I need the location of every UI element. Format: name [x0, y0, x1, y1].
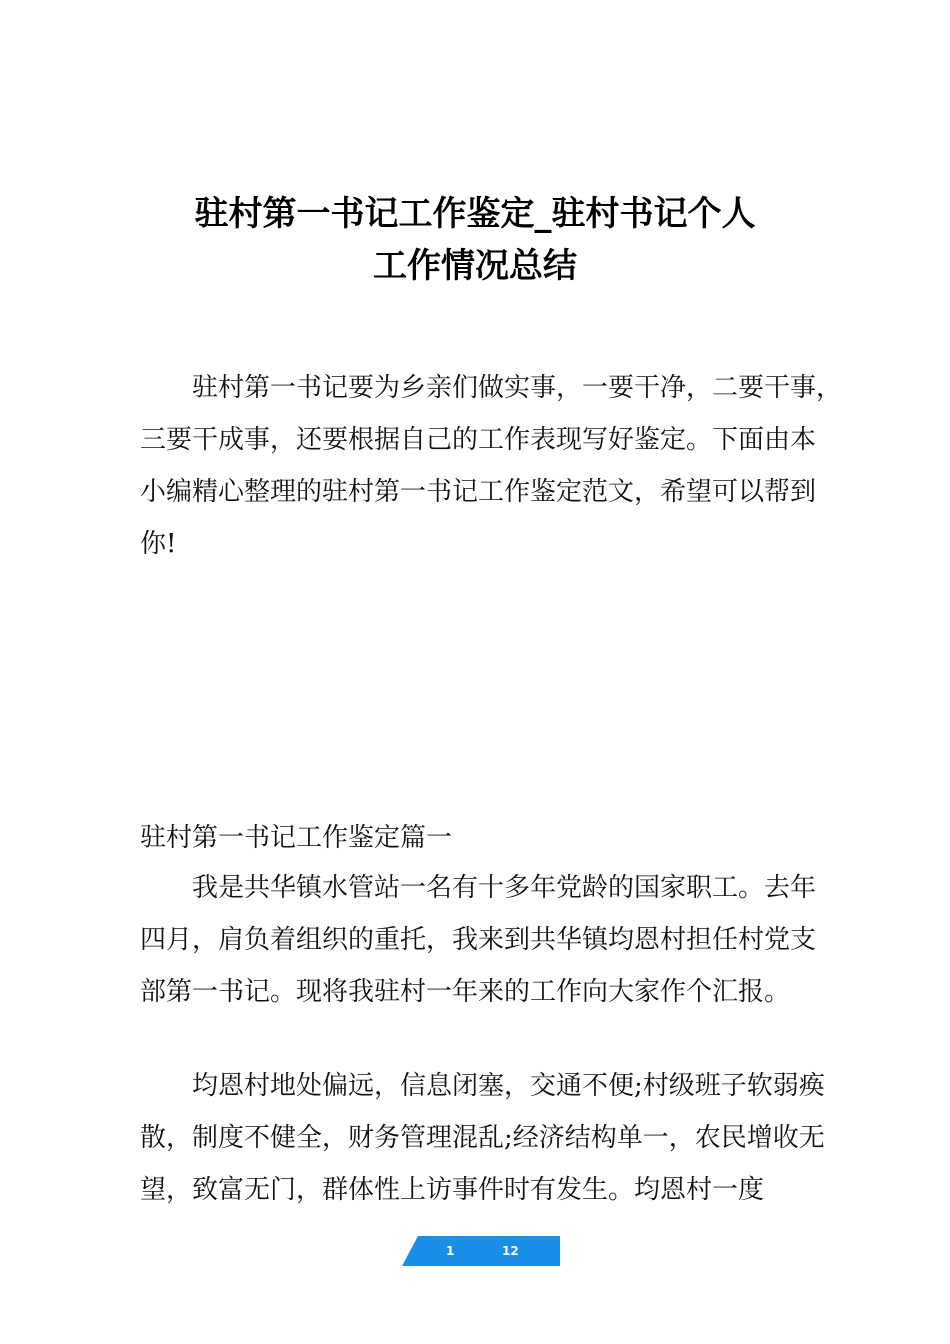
body-paragraph-1 — [140, 862, 820, 1018]
page-number-badge — [402, 1236, 560, 1266]
intro-line: 驻村第一书记要为乡亲们做实事，一要干净，二要干事， — [192, 373, 843, 403]
title-line-1: 驻村第一书记工作鉴定_驻村书记个人 — [194, 194, 756, 234]
body-paragraph-2 — [140, 1060, 825, 1216]
paragraph-line: 望，致富无门，群体性上访事件时有发生。均恩村一度 — [140, 1175, 765, 1205]
total-page-count: 12 — [502, 1244, 519, 1258]
title-line-2: 工作情况总结 — [373, 246, 577, 286]
paragraph-line: 四月，肩负着组织的重托，我来到共华镇均恩村担任村党支 — [140, 925, 817, 955]
paragraph-line: 散，制度不健全，财务管理混乱;经济结构单一，农民增收无 — [140, 1123, 825, 1153]
section-heading — [140, 812, 820, 864]
document-title — [100, 188, 850, 292]
paragraph-line: 部第一书记。现将我驻村一年来的工作向大家作个汇报。 — [140, 977, 791, 1007]
paragraph-line: 我是共华镇水管站一名有十多年党龄的国家职工。去年 — [192, 873, 817, 903]
section-heading-text: 驻村第一书记工作鉴定篇一 — [140, 823, 453, 853]
intro-line: 小编精心整理的驻村第一书记工作鉴定范文，希望可以帮到 — [140, 477, 817, 507]
intro-line: 三要干成事，还要根据自己的工作表现写好鉴定。下面由本 — [140, 425, 817, 455]
paragraph-line: 均恩村地处偏远，信息闭塞，交通不便;村级班子软弱痪 — [192, 1071, 825, 1101]
page-badge-shape — [402, 1236, 560, 1266]
intro-paragraph — [140, 362, 843, 570]
intro-line: 你! — [140, 529, 177, 559]
current-page-number: 1 — [446, 1244, 455, 1258]
